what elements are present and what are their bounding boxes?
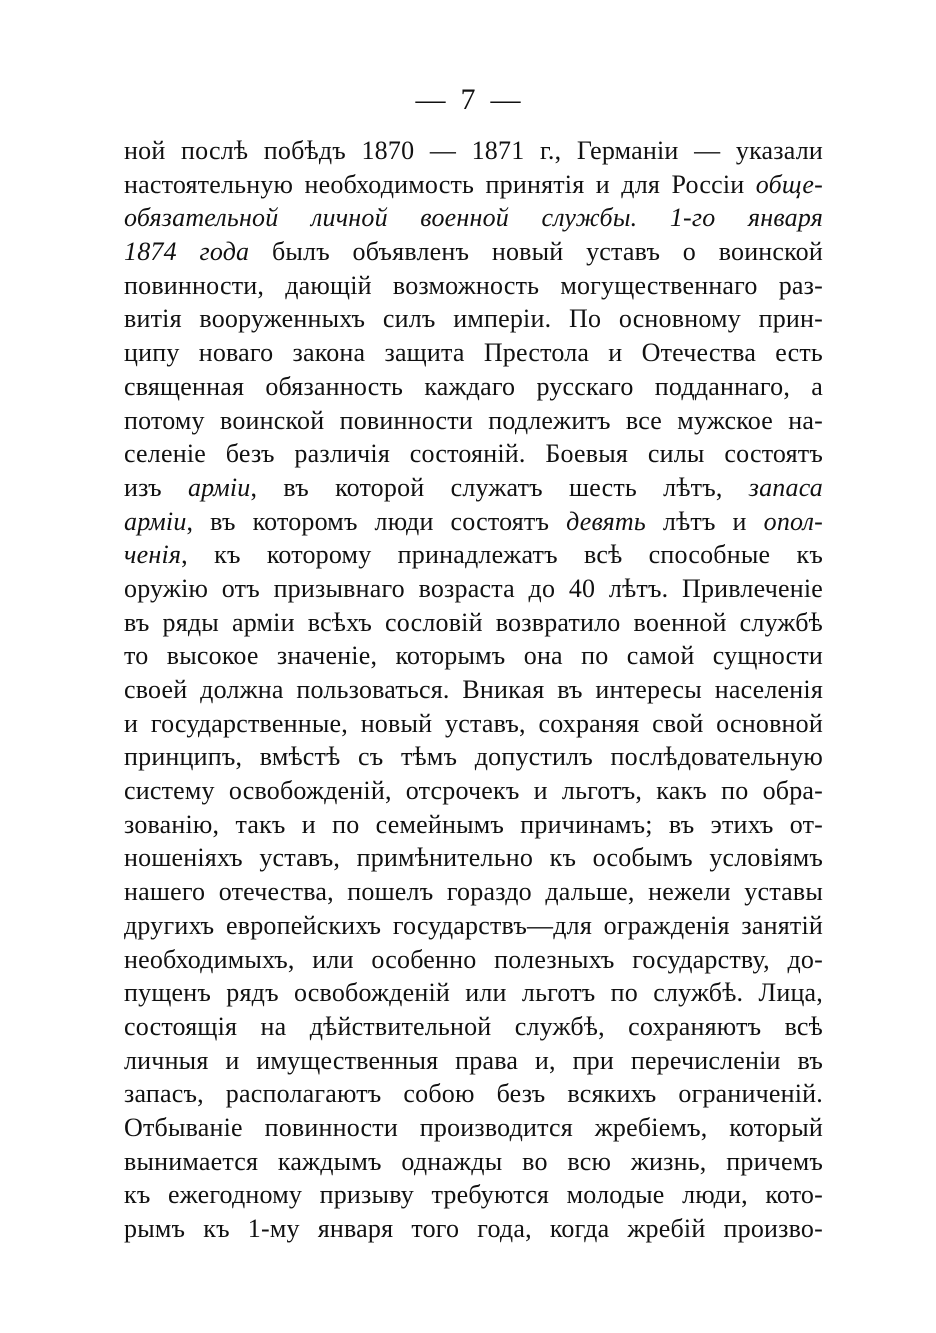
- text-line: [124, 808, 823, 842]
- text-line: [124, 538, 823, 572]
- text-segment: запасъ, располагаютъ собою безъ всякихъ ограниченій.: [124, 1079, 823, 1109]
- text-line: [124, 707, 823, 741]
- italic-text: арміи: [124, 506, 187, 536]
- text-segment: повинности, дающій возможность могущественнаго раз-: [124, 270, 823, 300]
- text-line: [124, 235, 823, 269]
- text-line: [124, 134, 823, 168]
- text-segment: и государственные, новый уставъ, сохраняя свой основной: [124, 708, 823, 738]
- text-segment: то высокое значеніе, которымъ она по самой сущности: [124, 641, 823, 671]
- text-line: [124, 774, 823, 808]
- text-line: [124, 437, 823, 471]
- text-segment: потому воинской повинности подлежитъ все мужское на-: [124, 405, 823, 435]
- text-line: [124, 269, 823, 303]
- text-segment: зованію, такъ и по семейнымъ причинамъ; въ этихъ от-: [124, 809, 823, 839]
- text-line: [124, 1111, 823, 1145]
- text-segment: личныя и имущественныя права и, при перечисленіи въ: [124, 1045, 823, 1075]
- text-segment: нашего отечества, пошелъ гораздо дальше, нежели уставы: [124, 877, 823, 907]
- text-segment: необходимыхъ, или особенно полезныхъ государству, до-: [124, 944, 823, 974]
- text-segment: настоятельную необходимость принятія и для Россіи: [124, 169, 756, 199]
- text-segment: ной послѣ побѣдъ 1870 — 1871 г., Германіи — указали: [124, 136, 823, 165]
- text-segment: въ ряды арміи всѣхъ сословій возвратило военной службѣ: [124, 607, 823, 637]
- text-segment: Отбываніе повинности производится жребіемъ, который: [124, 1112, 823, 1142]
- italic-text: девять: [566, 506, 646, 536]
- text-segment: селеніе безъ различія состояній. Боевыя силы состоятъ: [124, 439, 823, 469]
- text-segment: вынимается каждымъ однажды во всю жизнь, причемъ: [124, 1146, 823, 1176]
- text-line: [124, 606, 823, 640]
- text-line: [124, 1077, 823, 1111]
- text-segment: , въ которой служатъ шесть лѣтъ,: [250, 472, 749, 502]
- text-segment: ношеніяхъ уставъ, примѣнительно къ особымъ условіямъ: [124, 843, 823, 873]
- text-line: [124, 1010, 823, 1044]
- text-line: [124, 740, 823, 774]
- text-segment: принципъ, вмѣстѣ съ тѣмъ допустилъ послѣдовательную: [124, 742, 823, 772]
- text-line: [124, 1178, 823, 1212]
- text-line: [124, 1145, 823, 1179]
- italic-text: опол-: [763, 506, 823, 536]
- text-line: [124, 841, 823, 875]
- text-segment: , въ которомъ люди состоятъ: [186, 506, 567, 536]
- text-segment: ципу новаго закона защита Престола и Отечества есть: [124, 338, 823, 368]
- italic-text: ченія: [124, 540, 182, 570]
- text-line: [124, 943, 823, 977]
- page-number: — 7 —: [415, 83, 521, 116]
- text-line: [124, 976, 823, 1010]
- text-line: [124, 639, 823, 673]
- text-segment: былъ объявленъ новый уставъ о воинской: [249, 237, 823, 267]
- text-line: [124, 875, 823, 909]
- text-segment: состоящія на дѣйствительной службѣ, сохраняютъ всѣ: [124, 1011, 823, 1041]
- text-segment: лѣтъ и: [645, 506, 764, 536]
- italic-text: 1874 года: [124, 237, 250, 267]
- italic-text: арміи: [187, 472, 251, 502]
- text-segment: священная обязанность каждаго русскаго подданнаго, а: [124, 371, 823, 401]
- text-line: [124, 302, 823, 336]
- text-line: [124, 673, 823, 707]
- italic-text: обязательной личной военной службы. 1-го января: [124, 203, 823, 233]
- text-segment: витія вооруженныхъ силъ имперіи. По основному прин-: [124, 304, 823, 334]
- text-line: [124, 404, 823, 438]
- text-line: [124, 201, 823, 235]
- text-segment: рымъ къ 1-му января того года, когда жребій произво-: [124, 1214, 823, 1243]
- text-segment: къ ежегодному призыву требуются молодые люди, кото-: [124, 1180, 823, 1210]
- text-segment: пущенъ рядъ освобожденій или льготъ по службѣ. Лица,: [124, 978, 823, 1008]
- text-line: [124, 336, 823, 370]
- text-line: [124, 1044, 823, 1078]
- text-segment: , къ которому принадлежатъ всѣ способные къ: [181, 540, 823, 570]
- text-line: [124, 168, 823, 202]
- text-line: [124, 471, 823, 505]
- body-text: [124, 134, 823, 1246]
- text-line: [124, 370, 823, 404]
- italic-text: обще-: [755, 169, 823, 199]
- italic-text: запаса: [748, 472, 823, 502]
- text-line: [124, 909, 823, 943]
- text-line: [124, 505, 823, 539]
- text-line: [124, 1212, 823, 1246]
- text-segment: оружію отъ призывнаго возраста до 40 лѣтъ. Привлеченіе: [124, 573, 823, 603]
- text-segment: другихъ европейскихъ государствъ—для огражденія занятій: [124, 910, 823, 940]
- text-segment: изъ: [124, 472, 188, 502]
- text-segment: своей должна пользоваться. Вникая въ интересы населенія: [124, 675, 823, 704]
- text-line: [124, 572, 823, 606]
- text-segment: систему освобожденій, отсрочекъ и льготъ, какъ по обра-: [124, 776, 823, 806]
